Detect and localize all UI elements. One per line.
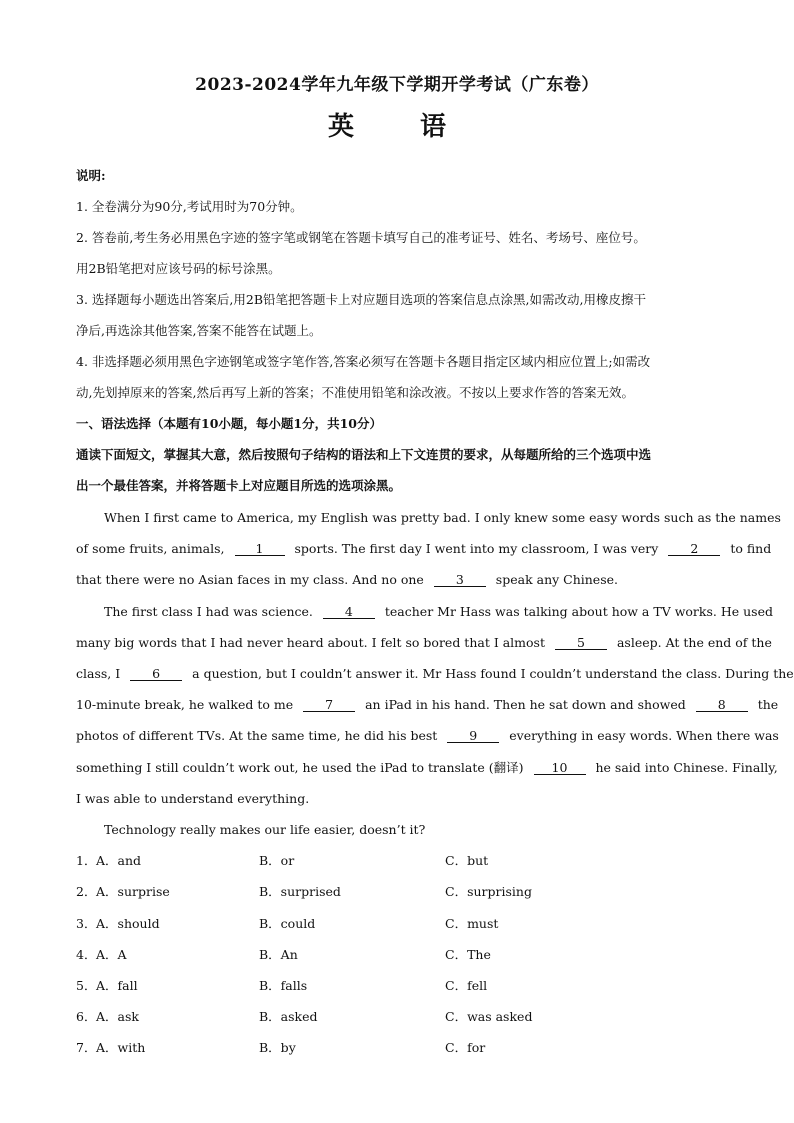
instruction-line: 3. 选择题每小题选出答案后,用2B铅笔把答题卡上对应题目选项的答案信息点涂黑,如需改动,用橡皮擦干 [76, 292, 646, 307]
option-c: C．fell [445, 978, 488, 993]
option-a: A．A [96, 947, 127, 962]
blank-6: 6 [130, 667, 182, 681]
passage-line [76, 541, 772, 557]
option-c: C．The [445, 947, 491, 962]
passage-text: of some fruits, animals, [76, 541, 225, 556]
blank-5: 5 [555, 636, 607, 650]
option-a: A．should [96, 916, 160, 931]
instruction-line: 动,先划掉原来的答案,然后再写上新的答案；不准使用铅笔和涂改液。不按以上要求作答的答案无效。 [76, 385, 634, 400]
option-a: A．fall [96, 978, 138, 993]
passage-text: asleep. At the end of the [616, 635, 772, 650]
option-a: A．surprise [96, 884, 170, 899]
passage-text: the [757, 697, 779, 712]
option-c: C．for [445, 1040, 486, 1055]
option-c: C．must [445, 916, 499, 931]
passage-line [104, 510, 781, 526]
passage-text: Technology really makes our life easier, doesn’t it? [104, 822, 426, 837]
option-c: C．but [445, 853, 489, 868]
section-heading: 一、语法选择（本题有10小题，每小题1分，共10分） [76, 416, 382, 431]
instruction-line: 用2B铅笔把对应该号码的标号涂黑。 [76, 261, 281, 276]
passage-line [104, 604, 773, 620]
blank-4: 4 [323, 605, 375, 619]
passage-line [76, 760, 778, 776]
question-number: 5． [76, 978, 97, 993]
blank-9: 9 [447, 729, 499, 743]
passage-text: sports. The first day I went into my classroom, I was very [294, 541, 659, 556]
passage-text: I was able to understand everything. [76, 791, 310, 806]
passage-line [76, 728, 779, 744]
passage-line [76, 791, 718, 807]
option-b: B．asked [259, 1009, 318, 1024]
passage-text: The first class I had was science. [104, 604, 313, 619]
option-b: B．falls [259, 978, 308, 993]
blank-8: 8 [696, 698, 748, 712]
passage-text: that there were no Asian faces in my class. And no one [76, 572, 424, 587]
option-b: B．surprised [259, 884, 341, 899]
question-number: 1． [76, 853, 97, 868]
section-directions: 出一个最佳答案，并将答题卡上对应题目所选的选项涂黑。 [76, 478, 402, 493]
passage-text: something I still couldn’t work out, he used the iPad to translate (翻译) [76, 760, 524, 775]
passage-line [76, 635, 772, 651]
option-b: B．An [259, 947, 298, 962]
question-number: 4． [76, 947, 97, 962]
passage-text: a question, but I couldn’t answer it. Mr Hass found I couldn’t understand the class. During the [192, 666, 794, 681]
blank-10: 10 [534, 761, 586, 775]
section-directions: 通读下面短文，掌握其大意，然后按照句子结构的语法和上下文连贯的要求，从每题所给的三个选项中选 [76, 447, 652, 462]
passage-line [76, 666, 794, 682]
passage-text: he said into Chinese. Finally, [595, 760, 778, 775]
blank-7: 7 [303, 698, 355, 712]
passage-text: class, I [76, 666, 121, 681]
passage-text: 10-minute break, he walked to me [76, 697, 294, 712]
instruction-line: 4. 非选择题必须用黑色字迹钢笔或签字笔作答,答案必须写在答题卡各题目指定区域内相应位置上;如需改 [76, 354, 651, 369]
blank-3: 3 [434, 573, 486, 587]
instruction-line: 1. 全卷满分为90分,考试用时为70分钟。 [76, 199, 303, 214]
instruction-line: 净后,再选涂其他答案,答案不能答在试题上。 [76, 323, 322, 338]
blank-2: 2 [668, 542, 720, 556]
instruction-line: 2. 答卷前,考生务必用黑色字迹的签字笔或钢笔在答题卡填写自己的准考证号、姓名、考场号、座位号。 [76, 230, 646, 245]
option-a: A．with [96, 1040, 146, 1055]
question-number: 2． [76, 884, 97, 899]
question-number: 7． [76, 1040, 97, 1055]
passage-line [76, 572, 718, 588]
passage-text: to find [730, 541, 772, 556]
passage-text: When I first came to America, my English was pretty bad. I only knew some easy words such as the names [104, 510, 781, 525]
blank-1: 1 [235, 542, 285, 556]
passage-text: an iPad in his hand. Then he sat down and showed [365, 697, 686, 712]
passage-text: photos of different TVs. At the same time, he did his best [76, 728, 438, 743]
option-a: A．ask [96, 1009, 139, 1024]
question-number: 6． [76, 1009, 97, 1024]
passage-text: many big words that I had never heard about. I felt so bored that I almost [76, 635, 545, 650]
option-c: C．surprising [445, 884, 532, 899]
option-b: B．or [259, 853, 295, 868]
passage-text: speak any Chinese. [495, 572, 618, 587]
subject-title: 英 语 [327, 112, 466, 142]
option-b: B．by [259, 1040, 296, 1055]
option-b: B．could [259, 916, 316, 931]
passage-line [76, 697, 779, 713]
question-number: 3． [76, 916, 97, 931]
option-a: A．and [96, 853, 142, 868]
passage-text: everything in easy words. When there was [509, 728, 779, 743]
instructions-heading: 说明: [76, 168, 106, 183]
passage-text: teacher Mr Hass was talking about how a TV works. He used [384, 604, 773, 619]
passage-line [104, 822, 718, 838]
exam-title: 2023-2024学年九年级下学期开学考试（广东卷） [195, 75, 599, 95]
option-c: C．was asked [445, 1009, 533, 1024]
